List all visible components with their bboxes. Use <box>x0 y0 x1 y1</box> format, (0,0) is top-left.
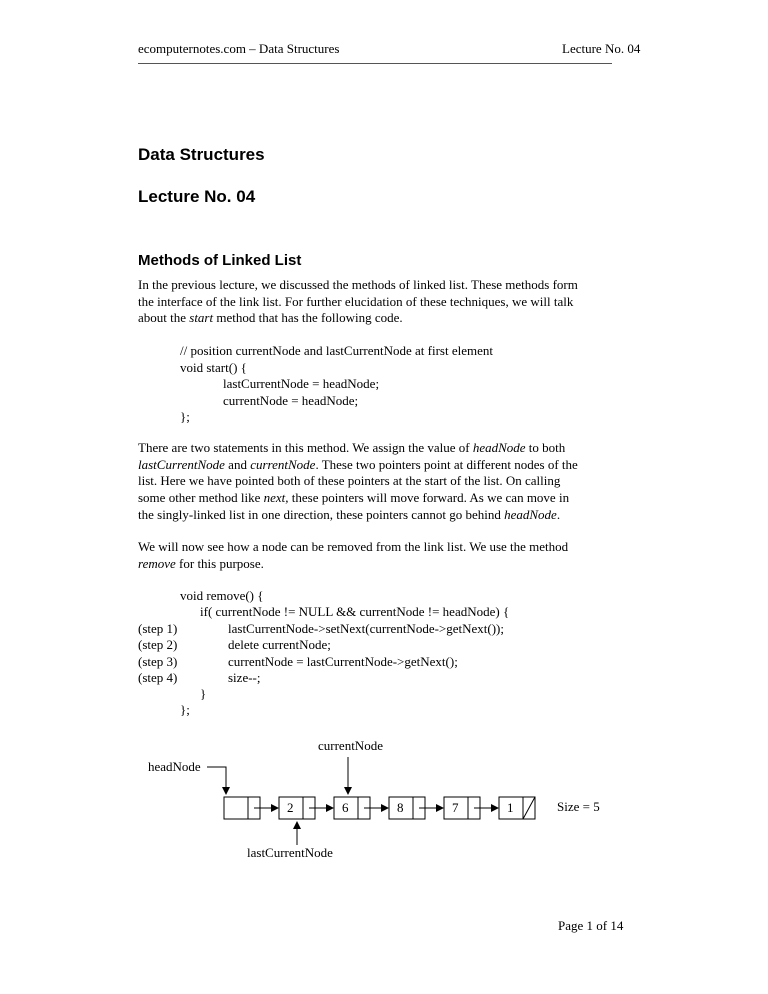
code2-close-if: } <box>200 686 207 701</box>
para2-next: next, <box>263 490 289 506</box>
null-terminator <box>523 797 535 819</box>
para2-currentnode: currentNode <box>250 456 316 472</box>
code2-close: }; <box>180 702 190 717</box>
paragraph-remove-intro <box>138 539 630 572</box>
code1-signature: void start() { <box>180 360 247 375</box>
paragraph-start-explanation <box>138 440 630 524</box>
code1-line-current: currentNode = headNode; <box>223 393 359 408</box>
header-lecture: Lecture No. 04 <box>562 41 641 56</box>
code1-line-last: lastCurrentNode = headNode; <box>223 376 380 391</box>
step4-code: size--; <box>228 670 261 685</box>
para2-l2b: . These two pointers point at different nodes of the <box>315 456 578 472</box>
step1-code: lastCurrentNode->setNext(currentNode->getNext()); <box>228 621 505 636</box>
head-node-pointer <box>207 767 226 794</box>
svg-text:7: 7 <box>452 800 459 815</box>
size-label: Size = 5 <box>557 799 600 814</box>
para2-headnode: headNode <box>472 440 526 455</box>
step3-label: (step 3) <box>138 654 178 669</box>
step2-label: (step 2) <box>138 637 178 652</box>
para2-l3: list. Here we have pointed both of these pointers at the start of the list. On calling <box>138 473 561 489</box>
para2-l1a: There are two statements in this method. We assign the value of <box>138 440 473 455</box>
node-2 <box>334 797 370 819</box>
para1-line3a: about the <box>138 310 190 326</box>
svg-text:2: 2 <box>287 800 294 815</box>
para3-l1: We will now see how a node can be removed from the link list. We use the method <box>138 539 569 554</box>
para2-l5a: the singly-linked list in one direction, these pointers cannot go behind <box>138 506 505 522</box>
para2-l5b: . <box>556 506 561 522</box>
code1-comment: // position currentNode and lastCurrentNode at first element <box>180 343 493 358</box>
svg-text:8: 8 <box>397 800 404 815</box>
code1-close: }; <box>180 409 190 424</box>
para2-l4a: some other method like <box>138 490 264 506</box>
node-1 <box>279 797 315 819</box>
para2-lastcurrentnode: lastCurrentNode <box>138 456 225 472</box>
last-current-node-label: lastCurrentNode <box>247 845 333 860</box>
step4-label: (step 4) <box>138 670 178 685</box>
code2-signature: void remove() { <box>180 588 264 603</box>
lecture-title: Lecture No. 04 <box>138 187 256 206</box>
step3-code: currentNode = lastCurrentNode->getNext(); <box>228 654 458 669</box>
para1-line3b: method that has the following code. <box>213 310 403 326</box>
header-source: ecomputernotes.com – Data Structures <box>138 41 340 56</box>
para2-l2a: and <box>224 456 251 472</box>
node-3 <box>389 797 425 819</box>
para2-headnode-2: headNode <box>504 506 557 522</box>
header-rule <box>138 63 612 64</box>
svg-text:6: 6 <box>342 800 349 815</box>
current-node-label: currentNode <box>318 738 383 753</box>
svg-text:1: 1 <box>507 800 514 815</box>
page-title: Data Structures <box>138 145 265 164</box>
node-5 <box>499 797 535 819</box>
code2-if: if( currentNode != NULL && currentNode != headNode) { <box>200 604 510 619</box>
paragraph-intro <box>138 277 630 327</box>
para1-start-term: start <box>189 310 214 326</box>
para3-remove: remove <box>138 555 176 571</box>
head-node-label: headNode <box>148 759 201 774</box>
para2-l1b: to both <box>525 440 566 455</box>
para1-line2: the interface of the link list. For further elucidation of these techniques, we will talk <box>138 293 574 309</box>
step2-code: delete currentNode; <box>228 637 331 652</box>
node-4 <box>444 797 480 819</box>
para1-line1: In the previous lecture, we discussed the methods of linked list. These methods form <box>138 277 578 292</box>
para3-l2b: for this purpose. <box>175 555 264 571</box>
para2-l4b: these pointers will move forward. As we can move in <box>288 490 570 506</box>
section-heading: Methods of Linked List <box>138 252 302 269</box>
step1-label: (step 1) <box>138 621 178 636</box>
node-0 <box>224 797 260 819</box>
page-number: Page 1 of 14 <box>558 918 624 933</box>
